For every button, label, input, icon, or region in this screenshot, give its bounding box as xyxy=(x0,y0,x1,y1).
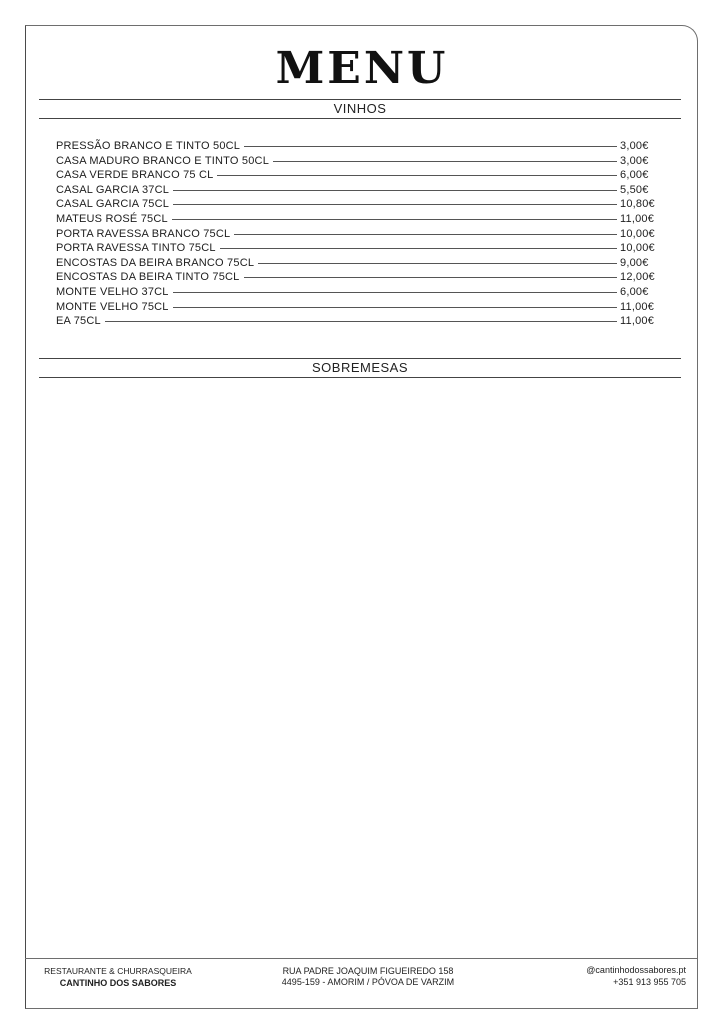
wine-name: MATEUS ROSÉ 75CL xyxy=(56,212,168,225)
dot-leader xyxy=(273,161,617,162)
wine-item xyxy=(56,212,658,227)
wine-item xyxy=(56,285,658,300)
wine-price: 11,00€ xyxy=(620,212,655,225)
wine-item xyxy=(56,241,658,256)
wine-name: ENCOSTAS DA BEIRA TINTO 75CL xyxy=(56,271,240,284)
section-heading-desserts: SOBREMESAS xyxy=(39,358,681,378)
wine-price: 10,00€ xyxy=(620,242,655,255)
wine-item xyxy=(56,314,658,329)
wine-price: 9,00€ xyxy=(620,256,649,269)
wine-item xyxy=(56,256,658,271)
dot-leader xyxy=(105,321,617,322)
wine-name: PORTA RAVESSA TINTO 75CL xyxy=(56,242,216,255)
wine-item xyxy=(56,197,658,212)
wine-item xyxy=(56,183,658,198)
footer-restaurant xyxy=(38,965,198,989)
wine-price: 6,00€ xyxy=(620,285,649,298)
dot-leader xyxy=(258,263,617,264)
footer-divider xyxy=(25,958,698,959)
wine-item xyxy=(56,300,658,315)
social-handle: @cantinhodossabores.pt xyxy=(586,965,686,975)
wine-price: 3,00€ xyxy=(620,154,649,167)
wine-price: 10,00€ xyxy=(620,227,655,240)
phone-number: +351 913 955 705 xyxy=(613,976,686,987)
restaurant-name: CANTINHO DOS SABORES xyxy=(59,978,177,988)
wine-price: 3,00€ xyxy=(620,140,649,152)
wine-list xyxy=(56,139,658,329)
wine-price: 5,50€ xyxy=(620,183,649,196)
wine-name: PORTA RAVESSA BRANCO 75CL xyxy=(56,227,231,240)
dot-leader xyxy=(220,248,617,249)
wine-name: PRESSÃO BRANCO E TINTO 50CL xyxy=(56,140,241,152)
wine-name: EA 75CL xyxy=(56,315,101,328)
dot-leader xyxy=(234,234,617,235)
dot-leader xyxy=(244,277,618,278)
dot-leader xyxy=(172,219,617,220)
dot-leader xyxy=(173,292,617,293)
address-line-2: 4495-159 - AMORIM / PÓVOA DE VARZIM xyxy=(281,977,455,987)
address-line-1: RUA PADRE JOAQUIM FIGUEIREDO 158 xyxy=(282,966,454,976)
dot-leader xyxy=(217,175,617,176)
wine-name: CASAL GARCIA 75CL xyxy=(56,198,170,211)
wine-item xyxy=(56,168,658,183)
wine-name: CASAL GARCIA 37CL xyxy=(56,183,170,196)
restaurant-type: RESTAURANTE & CHURRASQUEIRA xyxy=(44,966,192,976)
section-heading-wines: VINHOS xyxy=(39,99,681,119)
wine-name: MONTE VELHO 37CL xyxy=(56,285,169,298)
page-title: MENU xyxy=(275,43,449,94)
wine-item xyxy=(56,154,658,169)
footer-contact xyxy=(546,965,686,988)
wine-item xyxy=(56,139,658,154)
wine-price: 10,80€ xyxy=(620,198,655,211)
wine-name: CASA MADURO BRANCO E TINTO 50CL xyxy=(56,154,270,167)
wine-price: 12,00€ xyxy=(620,271,655,284)
footer-address xyxy=(250,966,486,988)
dot-leader xyxy=(244,146,617,147)
wine-name: CASA VERDE BRANCO 75 CL xyxy=(56,169,214,182)
wine-item xyxy=(56,227,658,242)
dot-leader xyxy=(173,190,617,191)
wine-price: 11,00€ xyxy=(620,300,655,313)
wine-price: 11,00€ xyxy=(620,315,655,328)
wine-item xyxy=(56,270,658,285)
wine-price: 6,00€ xyxy=(620,169,649,182)
wine-name: ENCOSTAS DA BEIRA BRANCO 75CL xyxy=(56,256,255,269)
dot-leader xyxy=(173,307,617,308)
dot-leader xyxy=(173,204,617,205)
wine-name: MONTE VELHO 75CL xyxy=(56,300,169,313)
